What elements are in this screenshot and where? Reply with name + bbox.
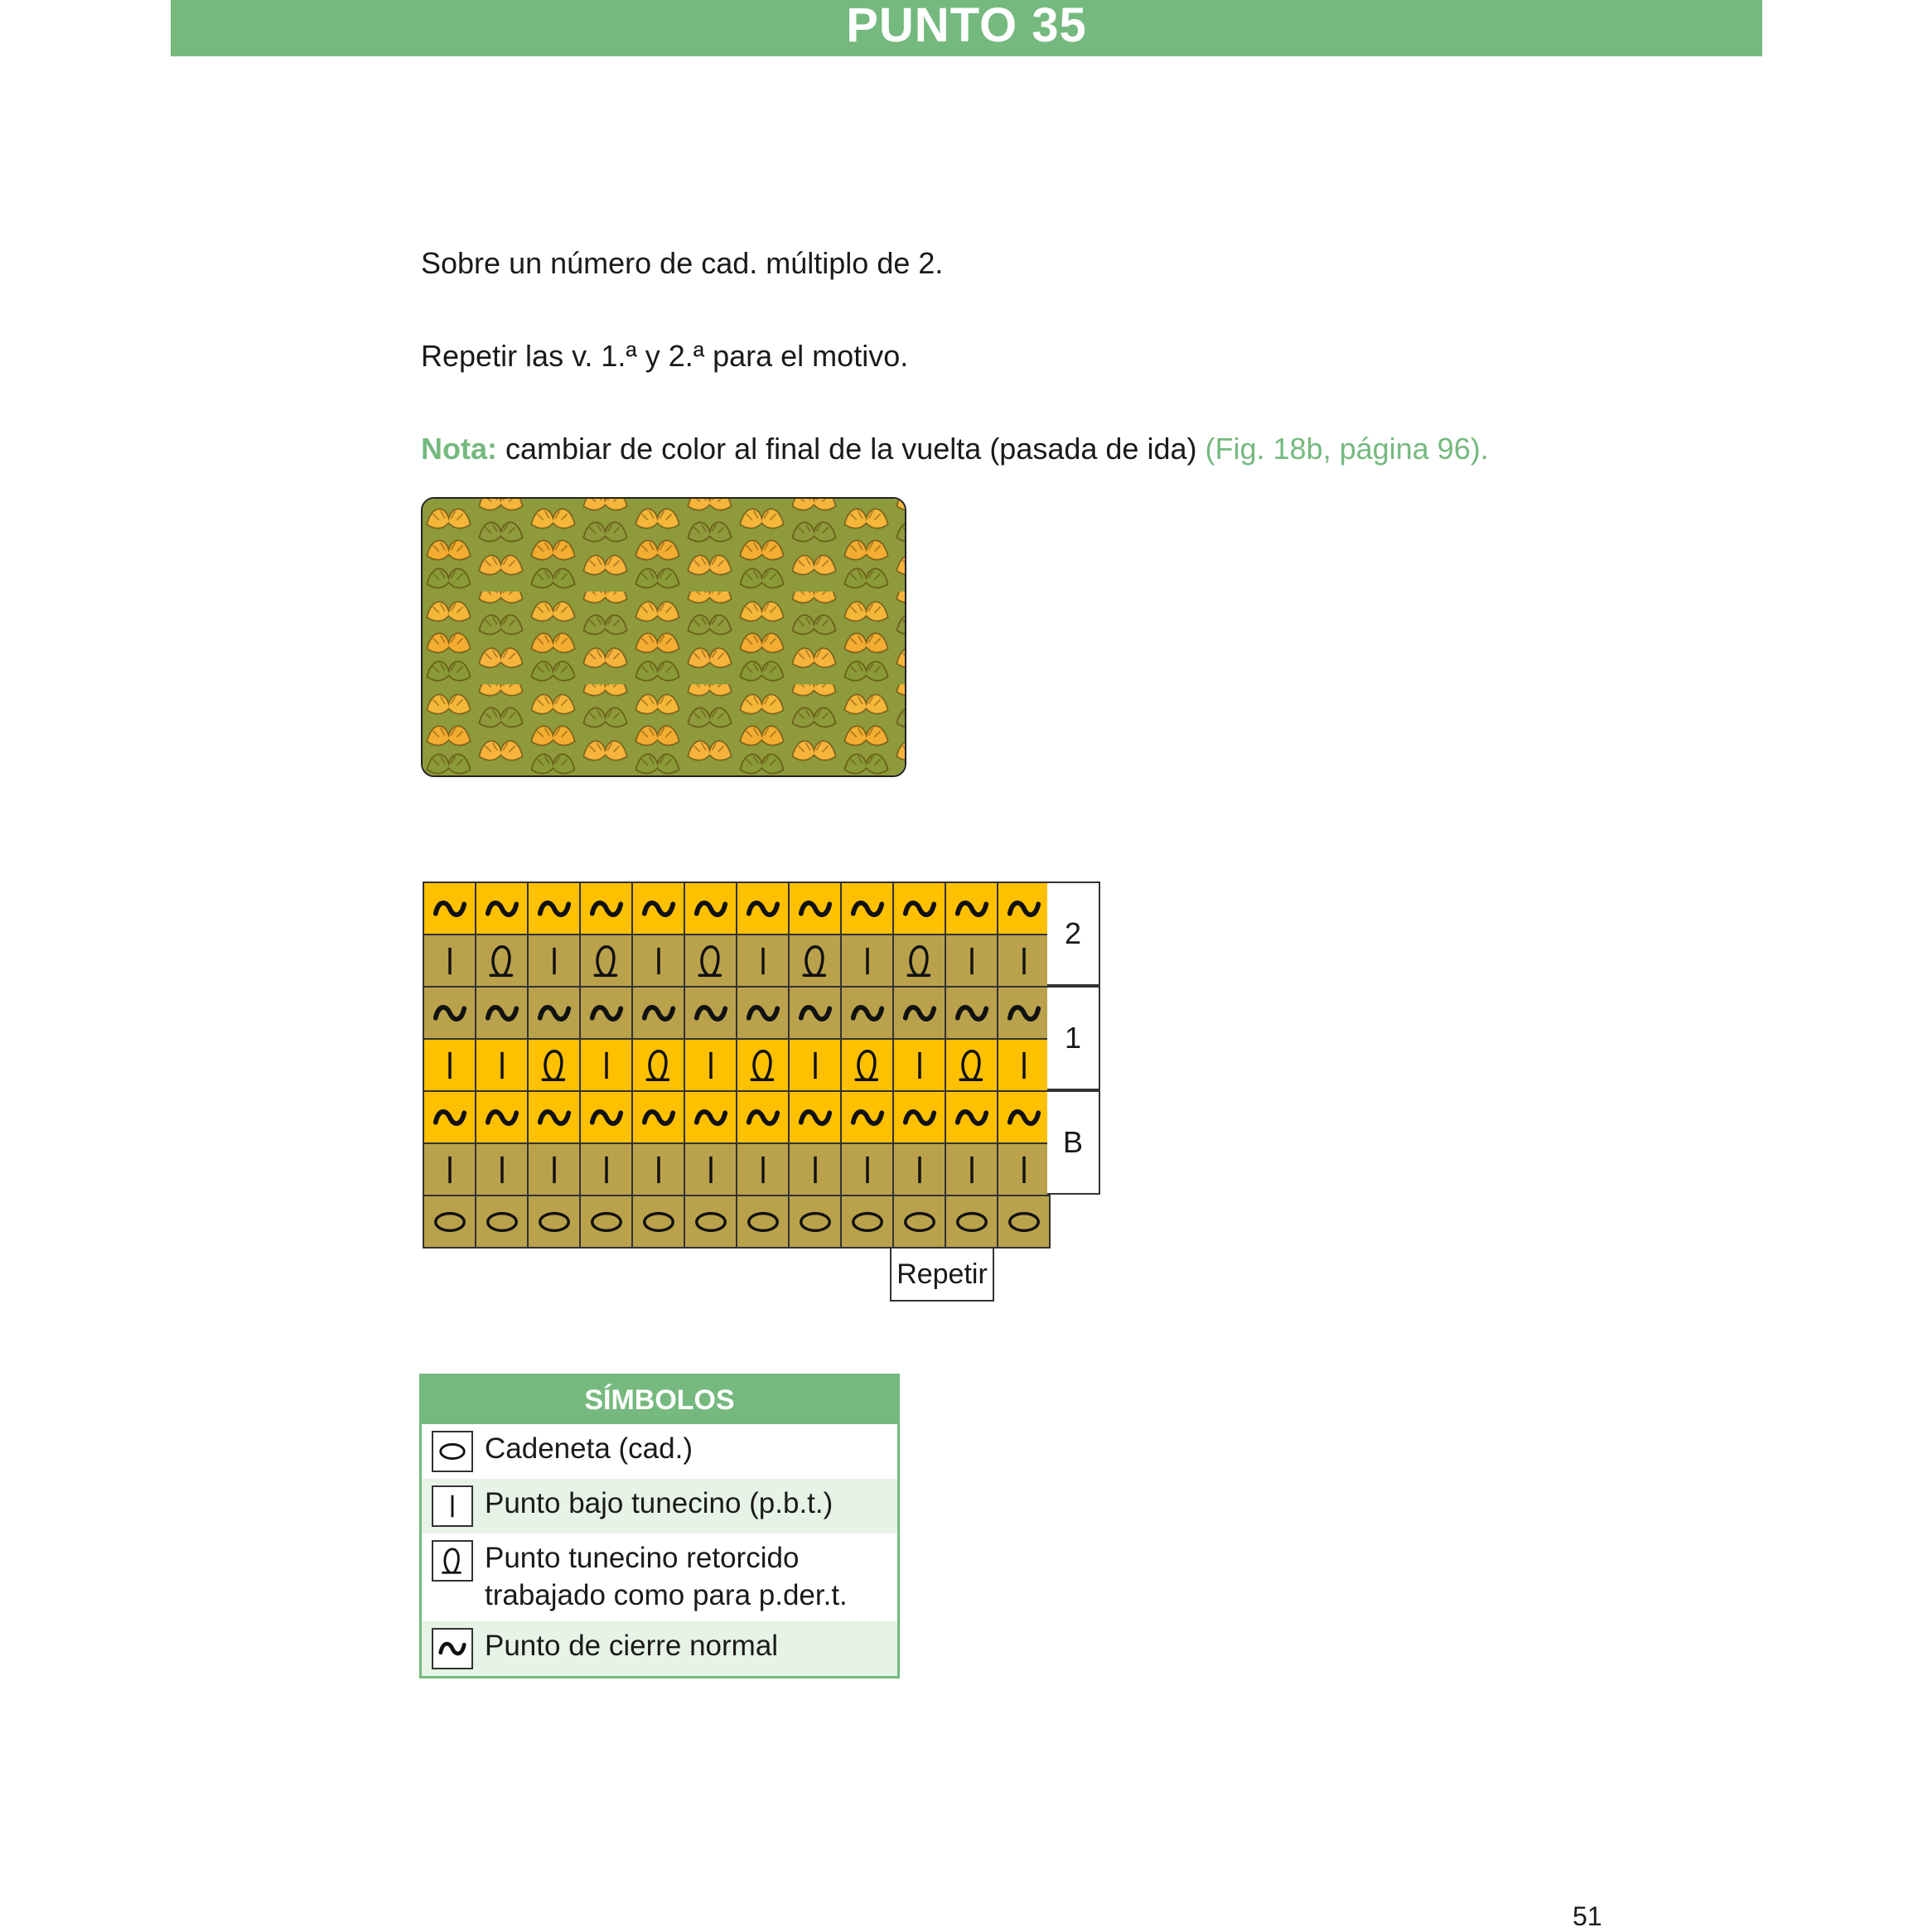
chart-cell bbox=[894, 1040, 946, 1092]
figure-reference-link[interactable]: (Fig. 18b, página 96). bbox=[1205, 432, 1489, 466]
stitch-sample-photo bbox=[421, 497, 906, 777]
chart-cell bbox=[894, 883, 946, 935]
bind-off-symbol bbox=[587, 1099, 626, 1137]
simple-stitch-symbol bbox=[535, 1151, 573, 1189]
chart-cell bbox=[842, 883, 894, 935]
chart-cell bbox=[842, 1092, 894, 1144]
bind-off-symbol bbox=[796, 1099, 834, 1137]
twisted-stitch-symbol bbox=[953, 1046, 991, 1084]
simple-stitch-symbol bbox=[848, 1151, 887, 1189]
page-title: PUNTO 35 bbox=[846, 0, 1087, 52]
twisted-stitch-symbol bbox=[692, 942, 730, 980]
chain-symbol bbox=[744, 1203, 782, 1241]
simple-stitch-symbol bbox=[431, 1046, 469, 1084]
chart-cell bbox=[424, 1196, 476, 1249]
bind-off-symbol bbox=[1005, 890, 1043, 928]
chart-cell bbox=[633, 1196, 685, 1249]
simple-stitch-symbol bbox=[901, 1046, 939, 1084]
bind-off-symbol bbox=[744, 890, 782, 928]
chart-cell bbox=[581, 883, 633, 935]
bind-off-symbol bbox=[901, 890, 939, 928]
chain-symbol bbox=[901, 1203, 939, 1241]
simple-stitch-symbol bbox=[901, 1151, 939, 1189]
chart-cell bbox=[946, 1144, 998, 1196]
chart-cell bbox=[685, 1196, 737, 1249]
chart-cell bbox=[581, 1092, 633, 1144]
simple-stitch-symbol bbox=[848, 942, 887, 980]
bind-off-symbol bbox=[431, 1099, 469, 1137]
simple-stitch-symbol bbox=[535, 942, 573, 980]
simple-stitch-symbol bbox=[483, 1151, 521, 1189]
chart-cell bbox=[476, 988, 529, 1040]
chart-cell bbox=[424, 1144, 476, 1196]
bind-off-symbol bbox=[483, 1099, 521, 1137]
chart-cell bbox=[790, 988, 842, 1040]
chart-cell bbox=[685, 883, 737, 935]
chart-cell bbox=[737, 988, 790, 1040]
simple-stitch-symbol bbox=[483, 1046, 521, 1084]
chain-symbol bbox=[640, 1203, 678, 1241]
twisted-stitch-symbol bbox=[640, 1046, 678, 1084]
simple-stitch-symbol bbox=[1005, 942, 1043, 980]
chart-cell bbox=[946, 935, 998, 988]
chart-cell bbox=[476, 1196, 529, 1249]
legend-label-chain: Cadeneta (cad.) bbox=[485, 1432, 693, 1465]
bind-off-symbol bbox=[953, 994, 991, 1032]
simple-stitch-symbol bbox=[640, 1151, 678, 1189]
chart-cell bbox=[737, 1040, 790, 1092]
chart-cell bbox=[529, 1144, 581, 1196]
simple-stitch-symbol bbox=[431, 1151, 469, 1189]
row-label-1: 1 bbox=[1047, 986, 1100, 1090]
chart-cell bbox=[946, 1196, 998, 1249]
instruction-line-2: Repetir las v. 1.ª y 2.ª para el motivo. bbox=[421, 339, 909, 373]
chain-symbol bbox=[587, 1203, 626, 1241]
chart-cell bbox=[998, 1092, 1051, 1144]
simple-stitch-symbol bbox=[587, 1151, 626, 1189]
chart-cell bbox=[894, 988, 946, 1040]
bind-off-icon bbox=[432, 1628, 473, 1669]
chart-cell bbox=[946, 988, 998, 1040]
simple-stitch-symbol bbox=[587, 1046, 626, 1084]
chart-cell bbox=[737, 883, 790, 935]
bind-off-symbol bbox=[796, 890, 834, 928]
legend-label-twisted-line-1: Punto tunecino retorcido bbox=[485, 1542, 800, 1574]
bind-off-symbol bbox=[744, 1099, 782, 1137]
simple-stitch-symbol bbox=[744, 942, 782, 980]
chart-cell bbox=[476, 1092, 529, 1144]
simple-stitch-symbol bbox=[431, 942, 469, 980]
legend-label-twisted-line-2: trabajado como para p.der.t. bbox=[485, 1578, 848, 1611]
chart-cell bbox=[424, 883, 476, 935]
bind-off-symbol bbox=[587, 994, 626, 1032]
chart-grid bbox=[423, 881, 1051, 1249]
chart-cell bbox=[529, 935, 581, 988]
chart-cell bbox=[633, 1144, 685, 1196]
chart-cell bbox=[842, 935, 894, 988]
simple-stitch-symbol bbox=[692, 1151, 730, 1189]
chart-cell bbox=[581, 1144, 633, 1196]
twisted-stitch-symbol bbox=[483, 942, 521, 980]
bind-off-symbol bbox=[692, 1099, 730, 1137]
twisted-stitch-symbol bbox=[587, 942, 626, 980]
chart-cell bbox=[946, 883, 998, 935]
chart-cell bbox=[685, 1040, 737, 1092]
chart-cell bbox=[529, 1040, 581, 1092]
chart-cell bbox=[529, 988, 581, 1040]
legend-item-twisted-stitch bbox=[422, 1534, 897, 1621]
chart-cell bbox=[476, 935, 529, 988]
chart-cell bbox=[424, 1040, 476, 1092]
bind-off-symbol bbox=[744, 994, 782, 1032]
chart-cell bbox=[894, 935, 946, 988]
chart-cell bbox=[685, 1144, 737, 1196]
simple-stitch-symbol bbox=[796, 1151, 834, 1189]
twisted-stitch-symbol bbox=[744, 1046, 782, 1084]
chart-cell bbox=[790, 1092, 842, 1144]
chart-cell bbox=[581, 1196, 633, 1249]
chart-cell bbox=[737, 935, 790, 988]
chart-cell bbox=[633, 883, 685, 935]
chart-cell bbox=[581, 935, 633, 988]
chart-cell bbox=[633, 935, 685, 988]
chart-cell bbox=[633, 1040, 685, 1092]
chart-cell bbox=[685, 988, 737, 1040]
bind-off-symbol bbox=[483, 890, 521, 928]
chain-symbol bbox=[848, 1203, 887, 1241]
bind-off-symbol bbox=[640, 994, 678, 1032]
chart-cell bbox=[894, 1144, 946, 1196]
chart-cell bbox=[424, 1092, 476, 1144]
legend-label-simple-stitch: Punto bajo tunecino (p.b.t.) bbox=[485, 1487, 834, 1519]
twisted-tunisian-stitch-icon bbox=[432, 1540, 473, 1582]
chain-symbol bbox=[692, 1203, 730, 1241]
chain-symbol bbox=[483, 1203, 521, 1241]
twisted-stitch-symbol bbox=[901, 942, 939, 980]
chart-cell bbox=[790, 1040, 842, 1092]
row-label-b: B bbox=[1047, 1090, 1100, 1195]
chart-cell bbox=[529, 1196, 581, 1249]
chart-cell bbox=[790, 883, 842, 935]
bind-off-symbol bbox=[640, 1099, 678, 1137]
chart-cell bbox=[581, 1040, 633, 1092]
simple-stitch-symbol bbox=[744, 1151, 782, 1189]
chart-cell bbox=[424, 988, 476, 1040]
chart-cell bbox=[998, 1040, 1051, 1092]
chart-cell bbox=[946, 1092, 998, 1144]
repeat-label: Repetir bbox=[890, 1249, 994, 1302]
legend-label-twisted-stitch bbox=[485, 1540, 848, 1615]
chart-cell bbox=[476, 1144, 529, 1196]
bind-off-symbol bbox=[483, 994, 521, 1032]
chart-cell bbox=[737, 1092, 790, 1144]
bind-off-symbol bbox=[535, 1099, 573, 1137]
bind-off-symbol bbox=[848, 890, 887, 928]
simple-stitch-symbol bbox=[640, 942, 678, 980]
row-label-2: 2 bbox=[1047, 881, 1100, 986]
chart-cell bbox=[998, 1196, 1051, 1249]
note-label: Nota: bbox=[421, 432, 497, 466]
chart-cell bbox=[685, 1092, 737, 1144]
chart-cell bbox=[476, 1040, 529, 1092]
chart-cell bbox=[581, 988, 633, 1040]
bind-off-symbol bbox=[953, 890, 991, 928]
chain-symbol bbox=[1005, 1203, 1043, 1241]
chart-cell bbox=[737, 1144, 790, 1196]
chart-cell bbox=[894, 1092, 946, 1144]
bind-off-symbol bbox=[640, 890, 678, 928]
chart-cell bbox=[529, 883, 581, 935]
chart-cell bbox=[790, 935, 842, 988]
note-text: cambiar de color al final de la vuelta (pasada de ida) bbox=[497, 432, 1206, 466]
chain-symbol bbox=[431, 1203, 469, 1241]
chart-cell bbox=[476, 883, 529, 935]
chart-cell bbox=[737, 1196, 790, 1249]
stitch-chart bbox=[423, 881, 1083, 1290]
chart-cell bbox=[424, 935, 476, 988]
note-paragraph bbox=[421, 431, 1489, 466]
bind-off-symbol bbox=[692, 890, 730, 928]
symbols-legend bbox=[419, 1374, 900, 1678]
chain-symbol bbox=[953, 1203, 991, 1241]
chart-cell bbox=[946, 1040, 998, 1092]
chart-cell bbox=[998, 935, 1051, 988]
legend-item-chain bbox=[422, 1424, 897, 1479]
chart-cell bbox=[842, 1144, 894, 1196]
bind-off-symbol bbox=[431, 994, 469, 1032]
chart-cell bbox=[685, 935, 737, 988]
twisted-stitch-symbol bbox=[535, 1046, 573, 1084]
twisted-stitch-symbol bbox=[848, 1046, 887, 1084]
simple-stitch-symbol bbox=[953, 1151, 991, 1189]
bind-off-symbol bbox=[587, 890, 626, 928]
bind-off-symbol bbox=[848, 1099, 887, 1137]
chart-cell bbox=[529, 1092, 581, 1144]
bind-off-symbol bbox=[1005, 994, 1043, 1032]
chart-cell bbox=[633, 1092, 685, 1144]
bind-off-symbol bbox=[901, 1099, 939, 1137]
bind-off-symbol bbox=[1005, 1099, 1043, 1137]
bind-off-symbol bbox=[535, 994, 573, 1032]
chart-cell bbox=[998, 988, 1051, 1040]
bind-off-symbol bbox=[796, 994, 834, 1032]
simple-stitch-symbol bbox=[796, 1046, 834, 1084]
chart-cell bbox=[998, 1144, 1051, 1196]
chain-symbol bbox=[535, 1203, 573, 1241]
twisted-stitch-symbol bbox=[796, 942, 834, 980]
bind-off-symbol bbox=[848, 994, 887, 1032]
instruction-line-1: Sobre un número de cad. múltiplo de 2. bbox=[421, 246, 944, 280]
legend-item-simple-stitch bbox=[422, 1479, 897, 1534]
bind-off-symbol bbox=[535, 890, 573, 928]
tunisian-simple-stitch-icon bbox=[432, 1485, 473, 1527]
chart-cell bbox=[842, 988, 894, 1040]
simple-stitch-symbol bbox=[953, 942, 991, 980]
chain-symbol bbox=[796, 1203, 834, 1241]
chart-cell bbox=[894, 1196, 946, 1249]
chart-cell bbox=[842, 1196, 894, 1249]
chart-cell bbox=[790, 1196, 842, 1249]
knitted-swatch-image bbox=[423, 499, 905, 775]
chain-stitch-icon bbox=[432, 1431, 473, 1472]
legend-title: SÍMBOLOS bbox=[422, 1376, 897, 1424]
chart-cell bbox=[998, 883, 1051, 935]
simple-stitch-symbol bbox=[1005, 1046, 1043, 1084]
header-bar bbox=[171, 0, 1762, 56]
legend-item-bind-off bbox=[422, 1621, 897, 1676]
chart-cell bbox=[790, 1144, 842, 1196]
chart-cell bbox=[842, 1040, 894, 1092]
page-number: 51 bbox=[1573, 1901, 1602, 1931]
chart-cell bbox=[633, 988, 685, 1040]
bind-off-symbol bbox=[692, 994, 730, 1032]
bind-off-symbol bbox=[953, 1099, 991, 1137]
bind-off-symbol bbox=[901, 994, 939, 1032]
bind-off-symbol bbox=[431, 890, 469, 928]
legend-label-bind-off: Punto de cierre normal bbox=[485, 1629, 779, 1662]
simple-stitch-symbol bbox=[692, 1046, 730, 1084]
simple-stitch-symbol bbox=[1005, 1151, 1043, 1189]
